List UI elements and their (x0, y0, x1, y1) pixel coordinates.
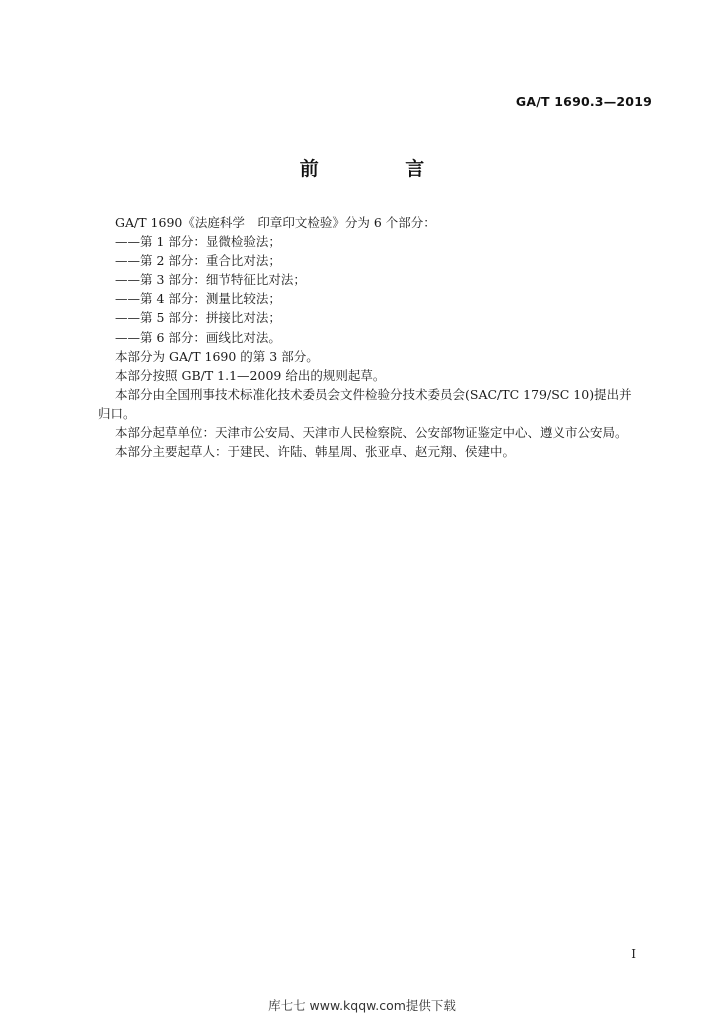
part-item-6: ——第 6 部分：画线比对法。 (115, 329, 281, 345)
proposer-line: 本部分由全国刑事技术标准化技术委员会文件检验分技术委员会(SAC/TC 179/SC 10)提出并 (115, 386, 632, 402)
intro-line: GA/T 1690《法庭科学 印章印文检验》分为 6 个部分： (115, 215, 436, 230)
drafting-units: 本部分起草单位：天津市公安局、天津市人民检察院、公安部物证鉴定中心、遵义市公安局。 (115, 425, 628, 441)
part-item-2: ——第 2 部分：重合比对法； (115, 253, 281, 269)
part-item-5: ——第 5 部分：拼接比对法； (115, 310, 281, 326)
part-statement: 本部分为 GA/T 1690 的第 3 部分。 (115, 348, 319, 364)
drafting-rules: 本部分按照 GB/T 1.1—2009 给出的规则起草。 (115, 367, 386, 383)
foreword-body (98, 213, 655, 461)
main-drafters: 本部分主要起草人：于建民、许陆、韩星周、张亚卓、赵元翔、侯建中。 (115, 444, 516, 460)
part-item-3: ——第 3 部分：细节特征比对法； (115, 272, 306, 288)
part-item-1: ——第 1 部分：显微检验法； (115, 234, 281, 250)
standard-code: GA/T 1690.3—2019 (515, 94, 652, 109)
page-title: 前 言 (299, 158, 465, 180)
page-number: I (631, 947, 636, 961)
download-watermark: 库七七 www.kqqw.com提供下载 (268, 998, 456, 1013)
proposer-line-cont: 归口。 (98, 405, 136, 421)
part-item-4: ——第 4 部分：测量比较法； (115, 291, 281, 307)
